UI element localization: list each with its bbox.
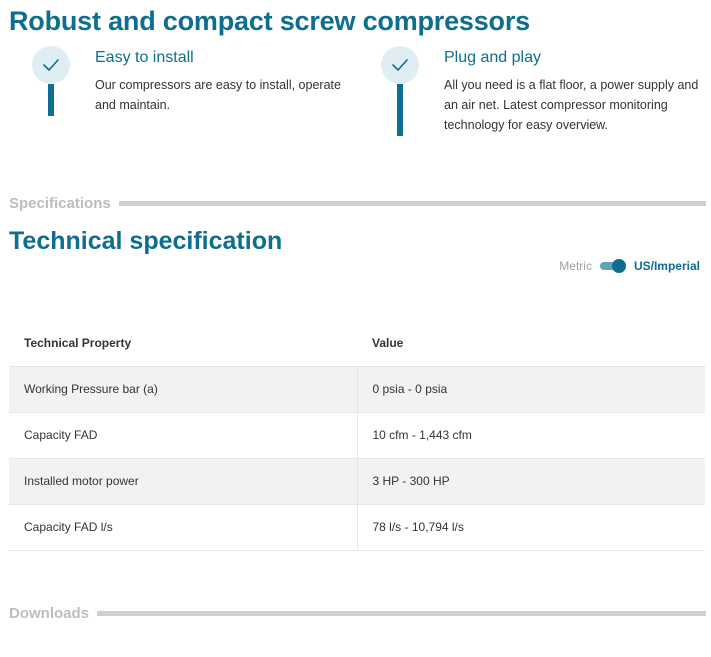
feature-description: All you need is a flat floor, a power supply and an air net. Latest compressor monitoring technology for easy overview. [444,78,699,132]
property-cell: Installed motor power [9,458,357,504]
feature-easy-to-install [32,46,352,136]
feature-accent-bar [397,84,403,136]
page-title: Robust and compact screw compressors [9,6,530,36]
feature-plug-and-play [381,46,706,138]
feature-title: Easy to install [95,49,194,66]
value-cell: 10 cfm - 1,443 cfm [357,412,705,458]
value-cell: 3 HP - 300 HP [357,458,705,504]
unit-toggle [559,259,700,273]
checkmark-badge [32,46,70,84]
checkmark-icon [42,58,60,72]
metric-label[interactable]: Metric [559,259,592,273]
table-row [9,412,705,458]
table-row [9,504,705,550]
specifications-label: Specifications [9,195,111,212]
feature-description: Our compressors are easy to install, operate and maintain. [95,78,341,112]
column-header-value: Value [357,320,705,366]
value-cell: 0 psia - 0 psia [357,366,705,412]
value-cell: 78 l/s - 10,794 l/s [357,504,705,550]
property-cell: Capacity FAD l/s [9,504,357,550]
column-header-property: Technical Property [9,320,357,366]
downloads-section-header [9,605,706,622]
feature-accent-bar [48,84,54,116]
section-divider [119,201,706,206]
downloads-label: Downloads [9,605,90,622]
technical-specification-title: Technical specification [9,227,283,255]
property-cell: Working Pressure bar (a) [9,366,357,412]
switch-knob [612,259,626,273]
specification-table [9,320,705,551]
imperial-label[interactable]: US/Imperial [633,259,700,273]
table-row [9,366,705,412]
specifications-section-header [9,195,706,212]
checkmark-badge [381,46,419,84]
checkmark-icon [391,58,409,72]
table-row [9,458,705,504]
feature-title: Plug and play [444,49,541,66]
section-divider [97,611,706,616]
property-cell: Capacity FAD [9,412,357,458]
unit-switch[interactable] [600,259,626,273]
table-header-row [9,320,705,366]
